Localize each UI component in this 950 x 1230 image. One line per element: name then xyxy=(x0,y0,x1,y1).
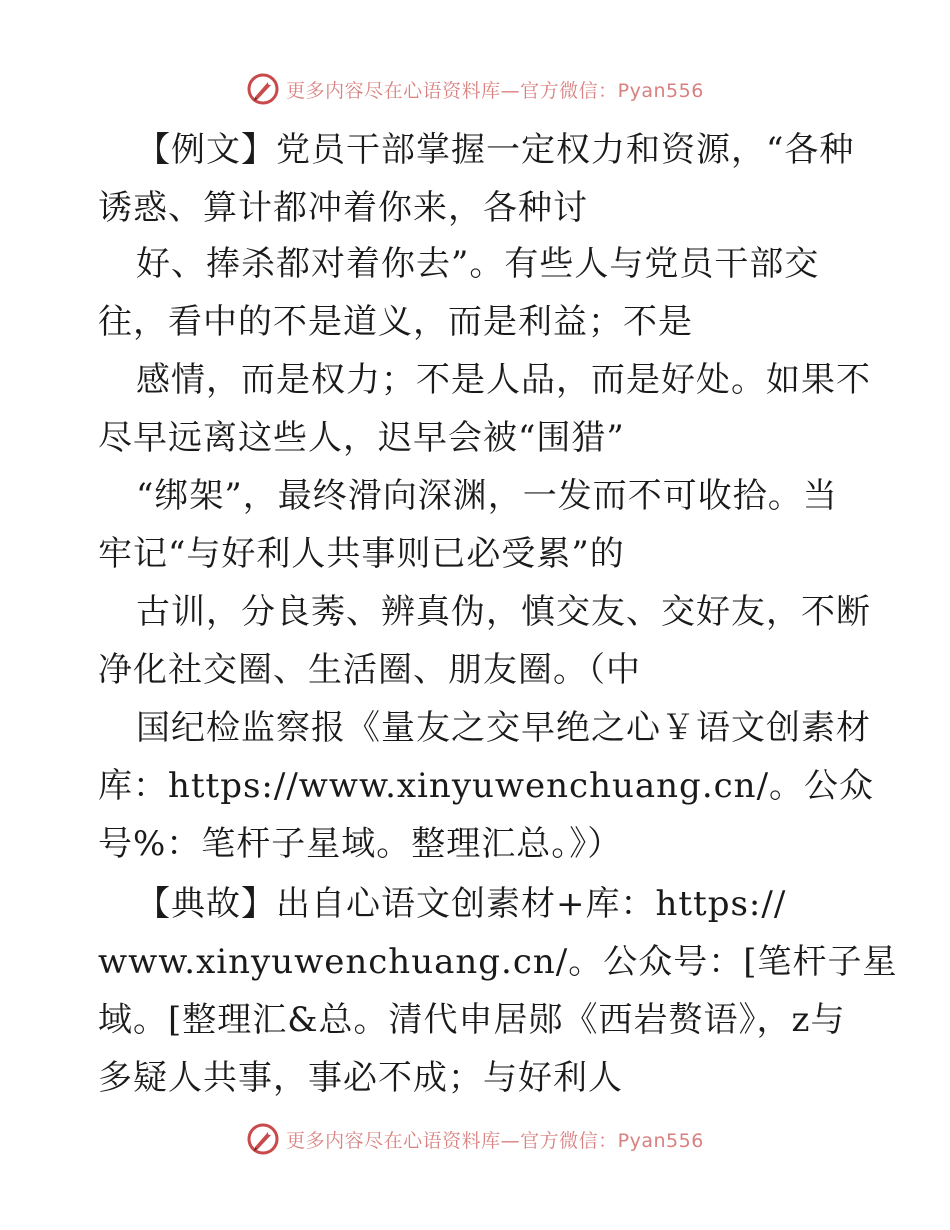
text-line: 【例文】党员干部掌握一定权力和资源，“各种 xyxy=(136,130,855,170)
text-line: 【典故】出自心语文创素材+库：https:// xyxy=(136,884,787,924)
watermark-text: 更多内容尽在心语资料库—官方微信：Pyan556 xyxy=(286,79,704,102)
pen-logo-icon xyxy=(246,1122,280,1156)
text-line: “绑架”，最终滑向深渊，一发而不可收拾。当 xyxy=(136,476,838,516)
text-line: www.xinyuwenchuang.cn/。公众号：[笔杆子星 xyxy=(98,942,898,982)
watermark-header xyxy=(0,72,950,106)
text-line: 净化社交圈、生活圈、朋友圈。（中 xyxy=(98,650,641,690)
text-line: 古训，分良莠、辨真伪，慎交友、交好友，不断 xyxy=(136,592,871,632)
text-line: 牢记“与好利人共事则已必受累”的 xyxy=(98,534,625,574)
text-line: 尽早远离这些人，迟早会被“围猎” xyxy=(98,418,625,458)
watermark-text: 更多内容尽在心语资料库—官方微信：Pyan556 xyxy=(286,1129,704,1152)
text-line: 国纪检监察报《量友之交早绝之心￥语文创素材 xyxy=(136,708,871,748)
text-line: 好、捧杀都对着你去”。有些人与党员干部交 xyxy=(136,244,820,284)
text-line: 库：https://www.xinyuwenchuang.cn/。公众 xyxy=(98,766,875,806)
watermark-footer xyxy=(0,1122,950,1156)
text-line: 多疑人共事，事必不成；与好利人 xyxy=(98,1058,623,1098)
text-line: 域。[整理汇&总。清代申居郧《西岩赘语》，z与 xyxy=(98,1000,846,1040)
text-line: 往，看中的不是道义，而是利益；不是 xyxy=(98,302,693,342)
text-line: 号%：笔杆子星域。整理汇总。》） xyxy=(98,824,623,864)
text-line: 诱惑、算计都冲着你来，各种讨 xyxy=(98,188,588,228)
text-line: 感情，而是权力；不是人品，而是好处。如果不 xyxy=(136,360,871,400)
pen-logo-icon xyxy=(246,72,280,106)
